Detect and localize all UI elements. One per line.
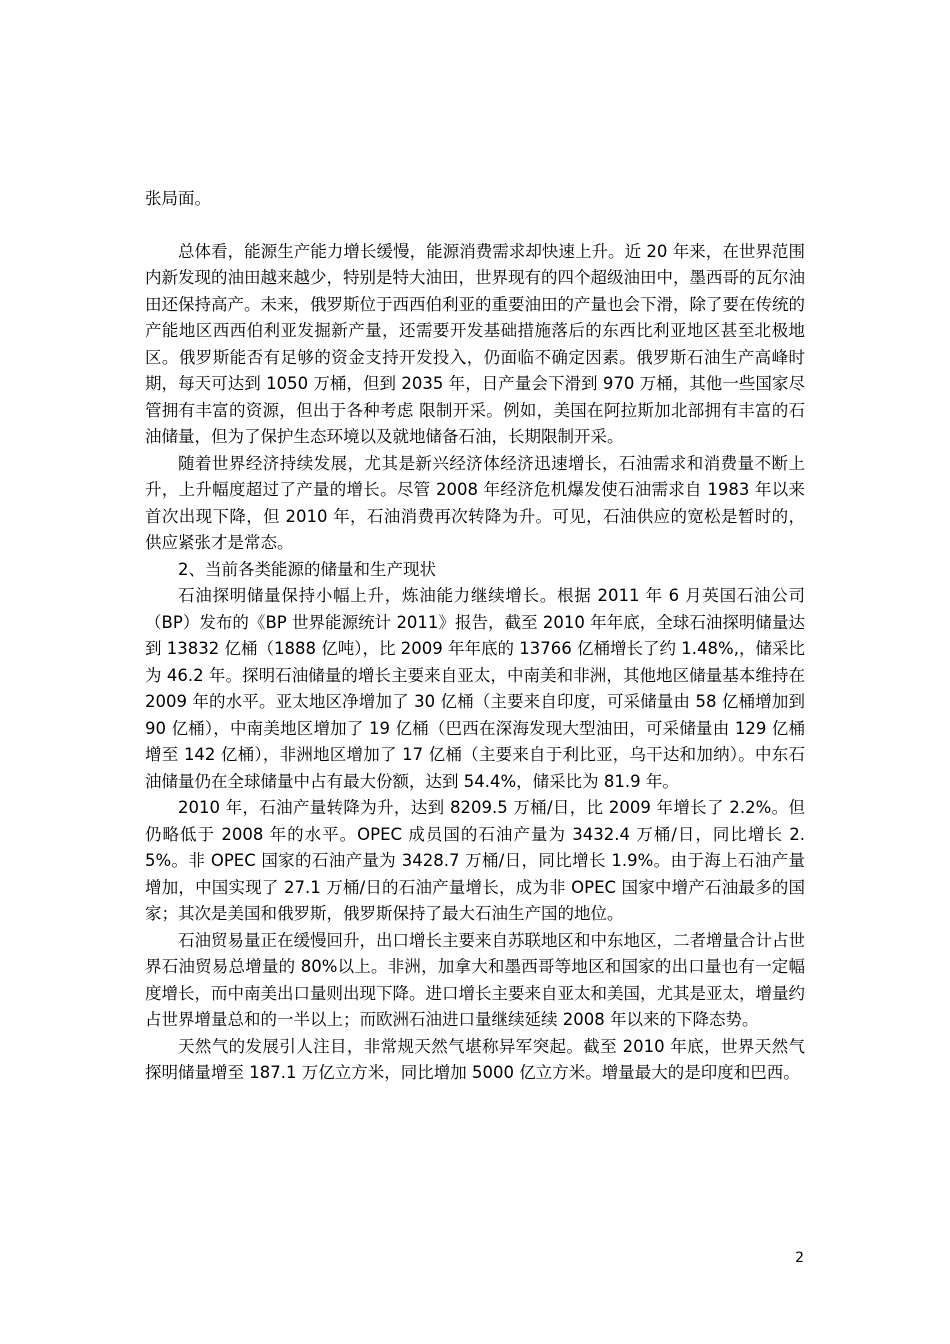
paragraph-natural-gas: 天然气的发展引人注目，非常规天然气堪称异军突起。截至 2010 年底，世界天然气探明储量增至 187.1 万亿立方米，同比增加 5000 亿立方米。增量最大的是印度和巴西。 [145,1036,805,1082]
paragraph-oil-demand: 随着世界经济持续发展，尤其是新兴经济体经济迅速增长，石油需求和消费量不断上升，上升幅度超过了产量的增长。尽管 2008 年经济危机爆发使石油需求自 1983 年以来首次出现下降，但 2010 年，石油消费再次转降为升。可见，石油供应的宽松是暂时的，供应紧张才是常态。 [145,453,805,552]
paragraph-oil-production: 2010 年，石油产量转降为升，达到 8209.5 万桶/日，比 2009 年增长了 2.2%。但仍略低于 2008 年的水平。OPEC 成员国的石油产量为 3432.4 万桶/日，同比增长 2.5%。非 OPEC 国家的石油产量为 3428.7 万桶/日，同比增长 1.9%。由于海上石油产量增加，中国实现了 27.1 万桶/日的石油产量增长，成为非 OPEC 国家中增产石油最多的国家；其次是美国和俄罗斯，俄罗斯保持了最大石油生产国的地位。 [145,798,805,923]
section-heading: 2、当前各类能源的储量和生产现状 [178,559,436,579]
continuation-line: 张局面。 [145,189,211,208]
body-text [145,186,805,1087]
paragraph-energy-overview: 总体看，能源生产能力增长缓慢，能源消费需求却快速上升。近 20 年来，在世界范围内新发现的油田越来越少，特别是特大油田，世界现有的四个超级油田中，墨西哥的瓦尔油田还保持高产。未来，俄罗斯位于西西伯利亚的重要油田的产量也会下滑，除了要在传统的产能地区西西伯利亚发掘新产量，还需要开发基础措施落后的东西比利亚地区甚至北极地区。俄罗斯能否有足够的资金支持开发投入，仍面临不确定因素。俄罗斯石油生产高峰时期，每天可达到 1050 万桶，但到 2035 年，日产量会下滑到 970 万桶，其他一些国家尽管拥有丰富的资源，但出于各种考虑 限制开采。例如，美国在阿拉斯加北部拥有丰富的石油储量，但为了保护生态环境以及就地储备石油，长期限制开采。 [145,241,805,446]
paragraph-oil-trade: 石油贸易量正在缓慢回升，出口增长主要来自苏联地区和中东地区，二者增量合计占世界石油贸易总增量的 80%以上。非洲，加拿大和墨西哥等地区和国家的出口量也有一定幅度增长，而中南美出口量则出现下降。进口增长主要来自亚太和美国，尤其是亚太，增量约占世界增量总和的一半以上；而欧洲石油进口量继续延续 2008 年以来的下降态势。 [145,930,805,1029]
paragraph-oil-reserves: 石油探明储量保持小幅上升，炼油能力继续增长。根据 2011 年 6 月英国石油公司（BP）发布的《BP 世界能源统计 2011》报告，截至 2010 年年底，全球石油探明储量达到 13832 亿桶（1888 亿吨），比 2009 年年底的 13766 亿桶增长了约 1.48%,，储采比为 46.2 年。探明石油储量的增长主要来自亚太，中南美和非洲，其他地区储量基本维持在 2009 年的水平。亚太地区净增加了 30 亿桶（主要来自印度，可采储量由 58 亿桶增加到 90 亿桶），中南美地区增加了 19 亿桶（巴西在深海发现大型油田，可采储量由 129 亿桶增至 142 亿桶），非洲地区增加了 17 亿桶（主要来自于利比亚，乌干达和加纳）。中东石油储量仍在全球储量中占有最大份额，达到 54.4%，储采比为 81.9 年。 [145,586,805,791]
page-number: 2 [795,1250,804,1266]
